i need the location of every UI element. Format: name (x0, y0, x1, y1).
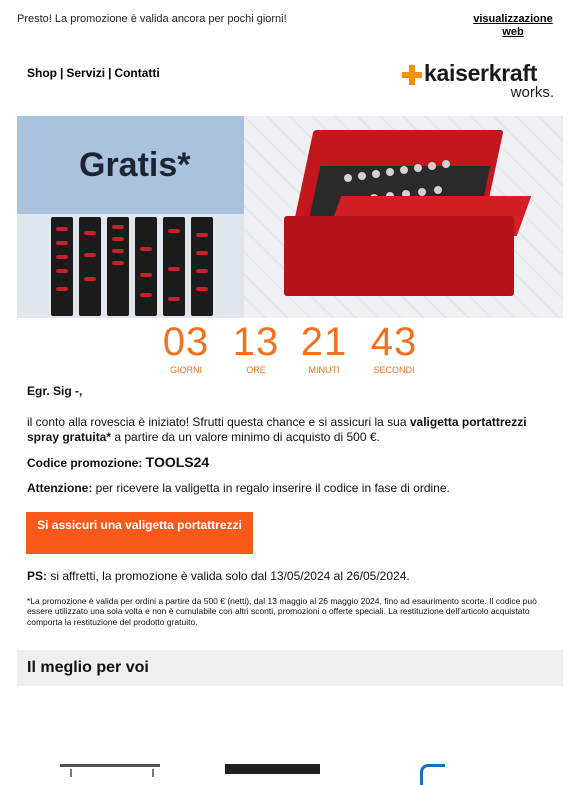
socket-icon (414, 164, 422, 172)
promo-code-label: Codice promozione: (27, 456, 146, 470)
countdown-days-label: GIORNI (169, 365, 202, 375)
countdown-hours-value: 13 (232, 320, 280, 364)
logo-tagline: works. (510, 84, 554, 101)
nav-separator: | (60, 66, 64, 80)
countdown-seconds-label: SECONDI (373, 365, 415, 375)
countdown-timer (155, 320, 425, 376)
ps-label: PS: (27, 569, 48, 583)
hero-left-panel (17, 116, 244, 318)
socket-icon (400, 166, 408, 174)
section-title: Il meglio per voi (27, 659, 149, 676)
promo-code-line (27, 455, 553, 471)
socket-icon (428, 162, 436, 170)
tool-tray (163, 217, 185, 316)
countdown-minutes (293, 320, 355, 376)
ps-text: si affretti, la promozione è valida solo dal 13/05/2024 al 26/05/2024. (47, 569, 410, 583)
countdown-minutes-label: MINUTI (308, 365, 340, 375)
tool-tray (107, 217, 129, 316)
nav-shop-link[interactable]: Shop (27, 66, 57, 80)
top-nav (27, 66, 160, 80)
ps-line (27, 569, 553, 584)
countdown-days-value: 03 (162, 320, 210, 364)
kaiserkraft-logo[interactable] (402, 60, 562, 102)
hero-headline: Gratis* (79, 146, 191, 184)
tool-tray (51, 217, 73, 316)
preheader (17, 13, 563, 43)
toolbox-body (284, 216, 514, 296)
nav-separator: | (108, 66, 112, 80)
socket-icon (434, 186, 442, 194)
countdown-hours-label: ORE (246, 365, 266, 375)
countdown-days (155, 320, 217, 376)
countdown-hours (225, 320, 287, 376)
socket-icon (344, 174, 352, 182)
socket-icon (418, 188, 426, 196)
preheader-text: Presto! La promozione è valida ancora per pochi giorni! (17, 13, 287, 25)
countdown-minutes-value: 21 (300, 320, 348, 364)
intro-paragraph (27, 415, 553, 445)
countdown-seconds (363, 320, 425, 376)
product-image-trolley[interactable] (60, 764, 160, 774)
tool-tray (191, 217, 213, 316)
tool-tray (79, 217, 101, 316)
tool-tray (135, 217, 157, 316)
countdown-seconds-value: 43 (370, 320, 418, 364)
intro-text: il conto alla rovescia è iniziato! Sfrutti questa chance e si assicuri la sua (27, 415, 410, 429)
fine-print: *La promozione è valida per ordini a partire da 500 € (netti), dal 13 maggio al 26 maggio 2024, fino ad esaurimento scorte. Il codice può essere utilizzato una sola volta e non è cumulabile con altri sconti, promozioni o offerte speciali. La restituzione dell’articolo acquistato comporta la restituzione del prodotto gratuito. (27, 596, 537, 627)
toolbox-image (244, 116, 563, 318)
nav-services-link[interactable]: Servizi (66, 66, 106, 80)
greeting: Egr. Sig -, (27, 384, 83, 398)
intro-highlight: valigetta portattrezzi spray gratuita* (27, 415, 527, 444)
socket-icon (386, 168, 394, 176)
hero-banner[interactable] (17, 116, 563, 318)
intro-text-end: a partire da un valore minimo di acquisto di 500 €. (111, 430, 380, 444)
promo-code: TOOLS24 (145, 454, 210, 470)
plus-icon (402, 65, 422, 85)
logo-brand: kaiserkraft (424, 60, 538, 86)
nav-contacts-link[interactable]: Contatti (114, 66, 160, 80)
socket-icon (372, 170, 380, 178)
product-image-handtruck[interactable] (418, 764, 478, 774)
claim-toolbox-button[interactable]: Si assicuri una valigetta portattrezzi (26, 512, 253, 554)
socket-icon (358, 172, 366, 180)
attention-line (27, 481, 553, 496)
web-view-link[interactable]: visualizzazione web (473, 13, 553, 38)
attention-text: per ricevere la valigetta in regalo inserire il codice in fase di ordine. (92, 481, 450, 495)
recommendations-header (17, 650, 563, 686)
socket-icon (442, 160, 450, 168)
product-image-mat[interactable] (225, 764, 320, 774)
attention-label: Attenzione: (27, 481, 93, 495)
